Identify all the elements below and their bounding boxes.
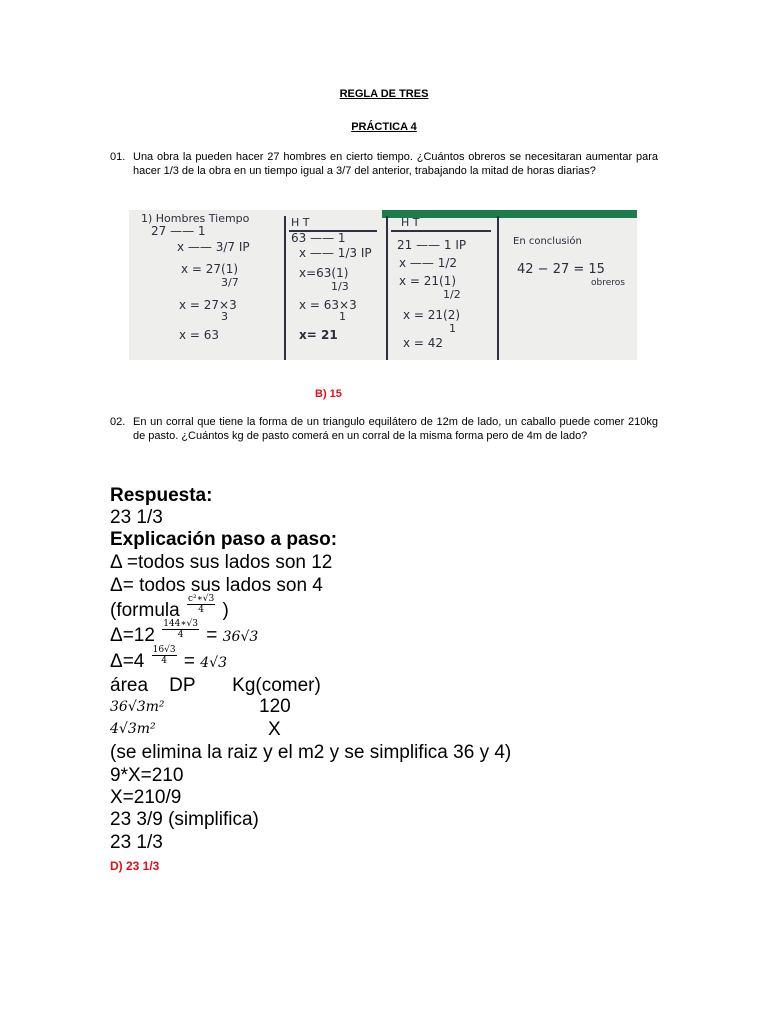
fraction-denominator: 4	[177, 630, 184, 641]
problem-number: 02.	[110, 416, 126, 428]
fraction-numerator: 16√3	[152, 645, 176, 656]
handwritten-text: x —— 1/3 IP	[299, 246, 372, 260]
handwritten-text: 1	[339, 310, 346, 323]
fraction	[187, 594, 215, 615]
handwritten-text: 1/2	[443, 288, 461, 301]
header-rule	[391, 230, 491, 232]
handwritten-text: x = 27×3	[179, 298, 237, 312]
formula-prefix: Δ=12	[110, 625, 155, 646]
step-line: X=210/9	[110, 787, 182, 808]
problem-2	[110, 415, 658, 443]
handwritten-text: x —— 3/7 IP	[177, 240, 250, 254]
handwritten-text: x = 27(1)	[181, 262, 239, 276]
handwritten-text: x = 21(2)	[403, 308, 461, 322]
handwritten-text: H T	[291, 216, 310, 229]
handwritten-text: 1/3	[331, 280, 349, 293]
handwritten-text: x = 63	[179, 328, 220, 342]
step-line: (se elimina la raiz y el m2 y se simplifica 36 y 4)	[110, 742, 512, 763]
fraction	[162, 619, 199, 640]
kg-value: X	[268, 719, 281, 740]
handwritten-text: x = 42	[403, 336, 444, 350]
document-subtitle: PRÁCTICA 4	[351, 121, 417, 133]
formula-result: 36√3	[222, 629, 259, 645]
handwritten-text: 27 —— 1	[151, 224, 206, 238]
fraction-denominator: 4	[161, 656, 167, 667]
step-line: 9*X=210	[110, 765, 184, 786]
handwritten-text: 1) Hombres Tiempo	[141, 212, 250, 225]
problem-text: Una obra la pueden hacer 27 hombres en cierto tiempo. ¿Cuántos obreros se necesitaran aumentar para hacer 1/3 de la obra en un tiempo igual a 3/7 del anterior, trabajando la mitad de horas diarias?	[133, 151, 658, 177]
table-header: área DP Kg(comer)	[110, 675, 321, 696]
step-line: 23 1/3	[110, 832, 163, 853]
handwritten-text: obreros	[591, 278, 625, 288]
kg-value: 120	[259, 696, 291, 717]
column-divider	[386, 216, 388, 360]
respuesta-label: Respuesta:	[110, 485, 213, 506]
handwritten-text: x= 21	[299, 328, 338, 342]
equals-sign: =	[206, 625, 218, 646]
fraction-denominator: 4	[198, 605, 204, 616]
handwritten-text: 21 —— 1 IP	[397, 238, 467, 252]
handwritten-text: x=63(1)	[299, 266, 349, 280]
formula-result: 4√3	[200, 655, 227, 671]
handwritten-solution-photo	[129, 210, 637, 360]
handwritten-text: En conclusión	[513, 236, 582, 247]
area-value: 4√3m²	[110, 721, 156, 737]
board-edge	[382, 210, 637, 218]
document-title: REGLA DE TRES	[339, 88, 429, 100]
handwritten-text: x = 21(1)	[399, 274, 457, 288]
answer-label: B) 15	[315, 388, 342, 400]
formula-suffix: )	[222, 600, 229, 621]
explicacion-label: Explicación paso a paso:	[110, 529, 338, 550]
handwritten-text: x = 63×3	[299, 298, 357, 312]
respuesta-value: 23 1/3	[110, 507, 163, 528]
problem-text: En un corral que tiene la forma de un triangulo equilátero de 12m de lado, un caballo puede comer 210kg de pasto. ¿Cuántos kg de pasto comerá en un corral de la misma forma pero de 4m de lado?	[133, 416, 658, 442]
fraction-numerator: 144∗√3	[163, 619, 198, 630]
problem-1	[110, 150, 658, 178]
handwritten-text: 42 − 27 = 15	[517, 262, 605, 277]
handwritten-text: 1	[449, 322, 456, 335]
equals-sign: =	[183, 651, 195, 672]
fraction	[152, 645, 177, 666]
formula-prefix: (formula	[110, 600, 180, 621]
handwritten-text: 3/7	[221, 276, 239, 289]
handwritten-text: 3	[221, 310, 228, 323]
handwritten-text: 63 —— 1	[291, 231, 346, 245]
formula-prefix: Δ=4	[110, 651, 145, 672]
problem-number: 01.	[110, 151, 126, 163]
column-divider	[497, 216, 499, 360]
step-line: 23 3/9 (simplifica)	[110, 809, 259, 830]
handwritten-text: x —— 1/2	[399, 256, 458, 270]
area-value: 36√3m²	[110, 699, 165, 715]
handwritten-text: H T	[401, 216, 420, 229]
step-line: Δ =todos sus lados son 12	[110, 552, 333, 573]
answer-label: D) 23 1/3	[110, 859, 160, 873]
column-divider	[284, 216, 286, 360]
step-line: Δ= todos sus lados son 4	[110, 575, 323, 596]
formula-line	[110, 645, 227, 675]
formula-line	[110, 619, 259, 649]
fraction-numerator: c²∗√3	[187, 594, 215, 605]
